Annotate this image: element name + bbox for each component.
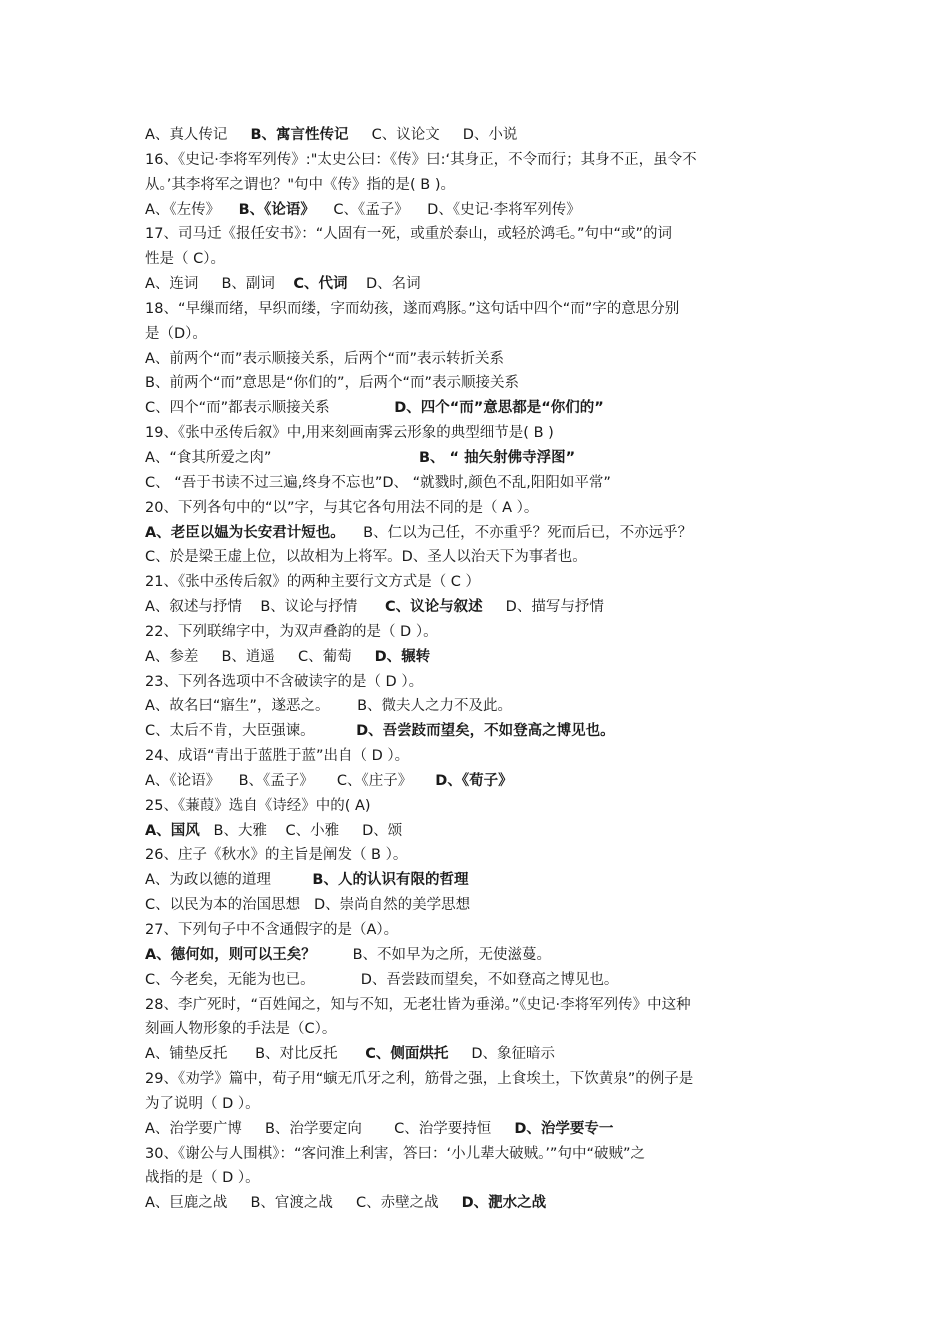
- text-line: [145, 347, 810, 372]
- line-segment: 21、《张中丞传后叙》的两种主要行文方式是（ C ）: [145, 574, 481, 591]
- line-segment: 战指的是（ D ）。: [145, 1170, 260, 1187]
- line-segment: D、名词: [347, 276, 421, 293]
- text-line: [145, 670, 810, 695]
- answer-text: A、老臣以媪为长安君计短也。: [145, 524, 345, 541]
- line-segment: 17、司马迁《报任安书》：“人固有一死，或重於泰山，或轻於鸿毛。”句中“或”的词: [145, 226, 672, 243]
- line-segment: B、不如早为之所，无使滋蔓。: [315, 946, 552, 963]
- text-line: [145, 496, 810, 521]
- line-segment: 20、下列各句中的“以”字，与其它各句用法不同的是（ A ）。: [145, 499, 539, 516]
- line-segment: 19、《张中丞传后叙》中,用来刻画南霁云形象的典型细节是( B ): [145, 425, 554, 442]
- line-segment: 18、“早缫而绪，早织而缕，字而幼孩，遂而鸡豚。”这句话中四个“而”字的意思分别: [145, 300, 680, 317]
- text-line: [145, 595, 810, 620]
- answer-text: B、人的认识有限的哲理: [312, 872, 469, 889]
- text-line: [145, 893, 810, 918]
- line-segment: 27、下列句子中不含通假字的是（A）。: [145, 922, 399, 938]
- line-segment: C、今老矣，无能为也已。 D、吾尝跂而望矣，不如登高之博见也。: [145, 971, 619, 988]
- answer-text: C、议论与叙述: [384, 599, 483, 616]
- line-segment: C、太后不肯，大臣强谏。: [145, 723, 357, 740]
- line-segment: C、议论文 D、小说: [348, 127, 518, 143]
- text-line: [145, 297, 810, 322]
- answer-text: A、国风: [145, 822, 200, 839]
- text-line: [145, 570, 810, 595]
- text-line: [145, 1142, 810, 1167]
- text-line: [145, 247, 810, 272]
- text-line: [145, 1117, 810, 1142]
- line-segment: C、四个“而”都表示顺接关系: [145, 400, 395, 417]
- line-segment: 22、下列联绵字中，为双声叠韵的是（ D ）。: [145, 623, 438, 640]
- text-line: [145, 1017, 810, 1042]
- text-line: [145, 371, 810, 396]
- text-line: [145, 173, 810, 198]
- answer-text: B、寓言性传记: [250, 127, 349, 143]
- text-line: [145, 1191, 810, 1216]
- text-line: [145, 396, 810, 421]
- line-segment: C、以民为本的治国思想 D、崇尚自然的美学思想: [145, 897, 471, 914]
- line-segment: 28、李广死时，“百姓闻之，知与不知，无老壮皆为垂涕。”《史记·李将军列传》中这种: [145, 996, 691, 1013]
- text-line: [145, 421, 810, 446]
- text-line: [145, 471, 810, 496]
- answer-text: D、辗转: [374, 648, 431, 665]
- line-segment: 从。’其李将军之谓也？"句中《传》指的是( B )。: [145, 176, 456, 193]
- text-line: [145, 148, 810, 173]
- answer-text: D、吾尝跂而望矣，不如登高之博见也。: [356, 723, 615, 740]
- line-segment: A、巨鹿之战 B、官渡之战 C、赤壁之战: [145, 1195, 462, 1212]
- text-line: [145, 1166, 810, 1191]
- text-line: [145, 272, 810, 297]
- line-segment: C、《孟子》 D、《史记·李将军列传》: [314, 201, 581, 218]
- line-segment: 26、庄子《秋水》的主旨是阐发（ B ）。: [145, 847, 408, 864]
- line-segment: A、《论语》 B、《孟子》 C、《庄子》: [145, 772, 436, 789]
- answer-text: A、德何如，则可以王矣？: [145, 946, 316, 963]
- answer-text: C、侧面烘托: [365, 1046, 449, 1063]
- line-segment: A、治学要广博 B、治学要定向 C、治学要持恒: [145, 1120, 515, 1137]
- text-line: [145, 868, 810, 893]
- line-segment: 刻画人物形象的手法是（C）。: [145, 1021, 337, 1038]
- answer-text: B、《论语》: [238, 201, 315, 218]
- line-segment: 23、下列各选项中不含破读字的是（ D ）。: [145, 673, 424, 690]
- line-segment: A、“食其所爱之肉”: [145, 449, 419, 466]
- answer-text: D、四个“而”意思都是“你们的”: [394, 400, 604, 417]
- text-line: [145, 446, 810, 471]
- text-line: [145, 645, 810, 670]
- line-segment: 16、《史记·李将军列传》:"太史公曰：《传》曰:‘其身正，不令而行；其身不正，虽令不: [145, 151, 697, 168]
- line-segment: A、参差 B、逍遥 C、葡萄: [145, 648, 375, 665]
- text-line: [145, 993, 810, 1018]
- text-line: [145, 1092, 810, 1117]
- text-line: [145, 943, 810, 968]
- question-list: [145, 123, 810, 1216]
- text-line: [145, 769, 810, 794]
- line-segment: A、《左传》: [145, 201, 239, 218]
- line-segment: C、 “吾于书读不过三遍,终身不忘也”D、 “就戮时,颜色不乱,阳阳如平常”: [145, 474, 611, 491]
- line-segment: A、为政以德的道理: [145, 872, 313, 889]
- line-segment: B、前两个“而”意思是“你们的”，后两个“而”表示顺接关系: [145, 375, 520, 392]
- text-line: [145, 322, 810, 347]
- text-line: [145, 843, 810, 868]
- text-line: [145, 545, 810, 570]
- text-line: [145, 719, 810, 744]
- line-segment: D、描写与抒情: [482, 599, 604, 616]
- text-line: [145, 222, 810, 247]
- line-segment: 为了说明（ D ）。: [145, 1095, 260, 1112]
- answer-text: D、治学要专一: [514, 1120, 614, 1137]
- line-segment: 24、成语“青出于蓝胜于蓝”出自（ D ）。: [145, 748, 410, 765]
- text-line: [145, 918, 810, 943]
- text-line: [145, 694, 810, 719]
- text-line: [145, 521, 810, 546]
- line-segment: A、真人传记: [145, 127, 251, 143]
- line-segment: 是（D）。: [145, 325, 207, 342]
- text-line: [145, 819, 810, 844]
- line-segment: B、大雅 C、小雅 D、颂: [199, 822, 403, 839]
- line-segment: A、前两个“而”表示顺接关系，后两个“而”表示转折关系: [145, 350, 504, 367]
- line-segment: B、仁以为己任，不亦重乎？死而后已，不亦远乎？: [344, 524, 693, 541]
- text-line: [145, 620, 810, 645]
- line-segment: 29、《劝学》篇中，荀子用“螾无爪牙之利，筋骨之强，上食埃土，下饮黄泉”的例子是: [145, 1071, 694, 1088]
- text-line: [145, 1042, 810, 1067]
- text-line: [145, 198, 810, 223]
- text-line: [145, 968, 810, 993]
- text-line: [145, 1067, 810, 1092]
- text-line: [145, 123, 810, 148]
- text-line: [145, 744, 810, 769]
- answer-text: B、 “ 抽矢射佛寺浮图”: [418, 449, 576, 466]
- line-segment: A、故名曰“寤生”，遂恶之。 B、微夫人之力不及此。: [145, 698, 513, 715]
- line-segment: A、连词 B、副词: [145, 276, 294, 293]
- line-segment: 30、《谢公与人围棋》：“客问淮上利害，答曰：‘小儿辈大破贼。’”句中“破贼”之: [145, 1145, 645, 1162]
- answer-text: C、代词: [293, 276, 348, 293]
- line-segment: D、象征暗示: [448, 1046, 556, 1063]
- answer-text: D、《荀子》: [435, 772, 513, 789]
- line-segment: A、叙述与抒情 B、议论与抒情: [145, 599, 385, 616]
- line-segment: C、於是梁王虚上位，以故相为上将军。D、圣人以治天下为事者也。: [145, 549, 587, 566]
- line-segment: 25、《蒹葭》选自《诗经》中的( A): [145, 797, 371, 814]
- line-segment: A、铺垫反托 B、对比反托: [145, 1046, 366, 1063]
- text-line: [145, 794, 810, 819]
- answer-text: D、淝水之战: [461, 1195, 547, 1212]
- line-segment: 性是（ C）。: [145, 251, 225, 268]
